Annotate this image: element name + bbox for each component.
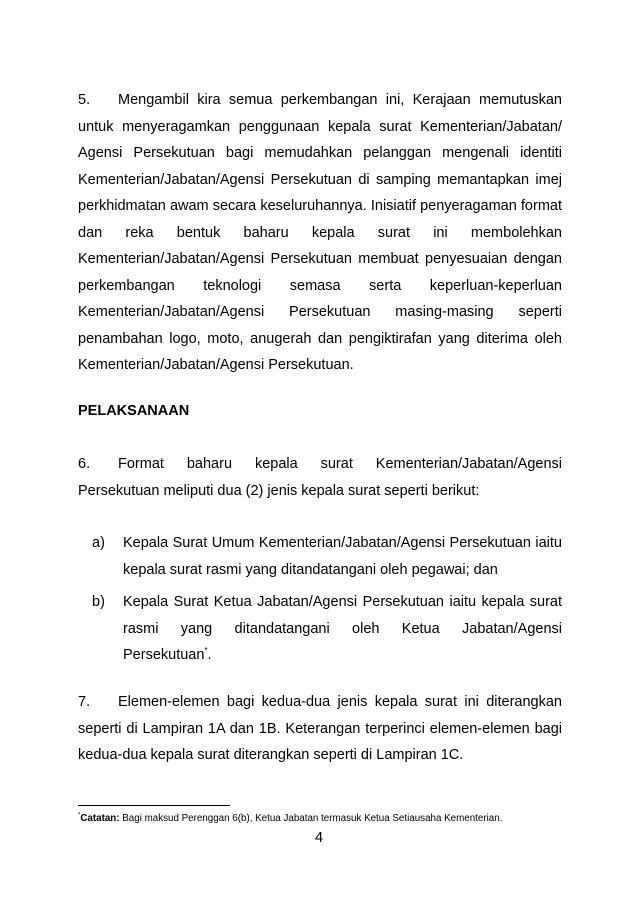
footnote-reference: * xyxy=(204,646,208,656)
list-item-text xyxy=(123,589,562,669)
list-item-text xyxy=(123,530,562,583)
list-marker: b) xyxy=(92,594,105,610)
list-item-body: Kepala Surat Umum Kementerian/Jabatan/Agensi Persekutuan iaitu kepala surat rasmi yang ditandatangani oleh pegawai; dan xyxy=(123,535,562,578)
paragraph-7 xyxy=(78,689,562,769)
section-heading: PELAKSANAAN xyxy=(78,403,190,419)
paragraph-6 xyxy=(78,451,562,504)
footnote-mark: * xyxy=(78,812,81,819)
page-number: 4 xyxy=(314,830,324,846)
paragraph-number: 7. xyxy=(78,694,91,710)
list-marker: a) xyxy=(92,535,105,551)
list-item-body: Kepala Surat Ketua Jabatan/Agensi Persekutuan iaitu kepala surat rasmi yang ditandatangani oleh Ketua Jabatan/Agensi Persekutuan xyxy=(123,594,562,663)
footnote-text: Bagi maksud Perenggan 6(b), Ketua Jabatan termasuk Ketua Setiausaha Kementerian. xyxy=(119,813,503,824)
list-item-a xyxy=(92,530,562,583)
paragraph-number: 6. xyxy=(78,456,91,472)
paragraph-text: Elemen-elemen bagi kedua-dua jenis kepala surat ini diterangkan seperti di Lampiran 1A dan 1B. Keterangan terperinci elemen-elemen bagi kedua-dua kepala surat diterangkan seperti di Lampiran 1C. xyxy=(78,694,562,763)
paragraph-text: Mengambil kira semua perkembangan ini, Kerajaan memutuskan untuk menyeragamkan penggunaan kepala surat Kementerian/Jabatan/ Agensi Persekutuan bagi memudahkan pelanggan mengenali identiti Kementerian/Jabatan/Agensi Persekutuan di samping memantapkan imej perkhidmatan awam secara keseluruhannya. Inisiatif penyeragaman format dan reka bentuk baharu kepala surat ini membolehkan Kementerian/Jabatan/Agensi Persekutuan membuat penyesuaian dengan perkembangan teknologi semasa serta keperluan-keperluan Kementerian/Jabatan/Agensi Persekutuan masing-masing seperti penambahan logo, moto, anugerah dan pengiktirafan yang diterima oleh Kementerian/Jabatan/Agensi Persekutuan. xyxy=(78,92,562,373)
paragraph-number: 5. xyxy=(78,92,91,108)
footnote-label: Catatan: xyxy=(80,813,120,824)
footnote-separator xyxy=(78,805,230,806)
list-item-b xyxy=(92,589,562,669)
paragraph-text: Format baharu kepala surat Kementerian/Jabatan/Agensi Persekutuan meliputi dua (2) jenis kepala surat seperti berikut: xyxy=(78,456,562,499)
paragraph-5 xyxy=(78,87,562,379)
list-item-suffix: . xyxy=(207,647,212,663)
footnote xyxy=(78,812,562,825)
